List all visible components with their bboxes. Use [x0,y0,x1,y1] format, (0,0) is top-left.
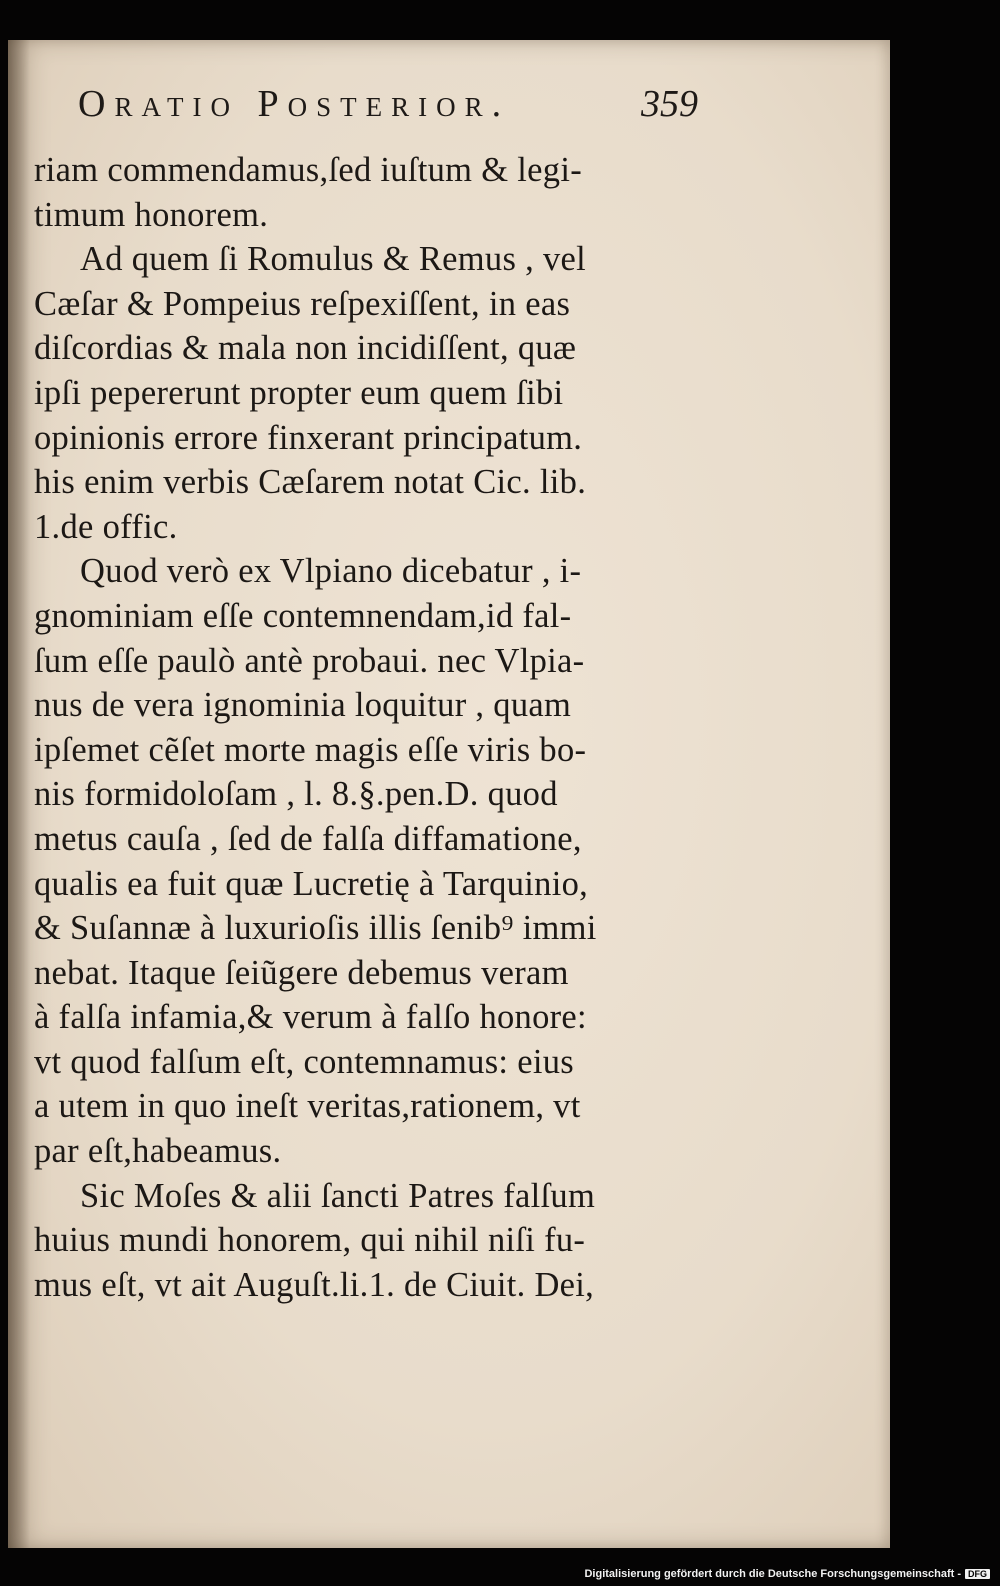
text-line: huius mundi honorem, qui nihil niſi fu- [34,1221,586,1260]
gutter-shadow [8,40,30,1548]
text-line: gnominiam eſſe contemnendam,id fal- [34,596,572,635]
text-line: a utem in quo ineſt veritas,rationem, vt [34,1087,581,1126]
text-line: metus cauſa , ſed de falſa diffamatione, [34,819,582,858]
page-header [78,82,698,126]
text-line: Cæſar & Pompeius reſpexiſſent, in eas [34,284,571,323]
text-line: diſcordias & mala non incidiſſent, quæ [34,329,577,368]
text-line: 1.de offic. [34,507,178,546]
footer-credit [584,1568,990,1580]
text-line: à falſa infamia,& verum à falſo honore: [34,998,587,1037]
text-line: ipſemet cẽſet morte magis eſſe viris bo- [34,730,587,769]
text-line: mus eſt, vt ait Auguſt.li.1. de Ciuit. Dei, [34,1265,595,1304]
book-page [8,40,890,1548]
text-line: nis formidoloſam , l. 8.§.pen.D. quod [34,775,558,814]
text-line: Sic Moſes & alii ſancti Patres falſum [80,1176,596,1215]
text-line: qualis ea fuit quæ Lucretię à Tarquinio, [34,864,589,903]
text-line: Ad quem ſi Romulus & Remus , vel [80,240,587,279]
text-line: ipſi pepererunt propter eum quem ſibi [34,373,564,412]
dfg-logo: DFG [965,1569,990,1579]
text-line: nebat. Itaque ſeiũgere debemus veram [34,953,569,992]
running-title: Oratio Posterior. [78,83,511,125]
page-number: 359 [641,83,698,125]
text-line: riam commendamus,ſed iuſtum & legi- [34,151,583,189]
text-line: vt quod falſum eſt, contemnamus: eius [34,1042,575,1081]
text-line: his enim verbis Cæſarem notat Cic. lib. [34,463,587,502]
text-line: par eſt,habeamus. [34,1132,282,1171]
text-line: Quod verò ex Vlpiano dicebatur , i- [80,552,582,591]
text-line: opinionis errore finxerant principatum. [34,418,583,457]
text-line: timum honorem. [34,195,269,234]
funding-credit-text: Digitalisierung gefördert durch die Deutsche Forschungsgemeinschaft - [584,1568,961,1580]
text-line: ſum eſſe paulò antè probaui. nec Vlpia- [34,641,585,680]
text-line: & Suſannæ à luxurioſis illis ſenib⁹ immi [34,909,597,948]
text-line: nus de vera ignominia loquitur , quam [34,686,572,725]
body-text [34,148,699,1307]
